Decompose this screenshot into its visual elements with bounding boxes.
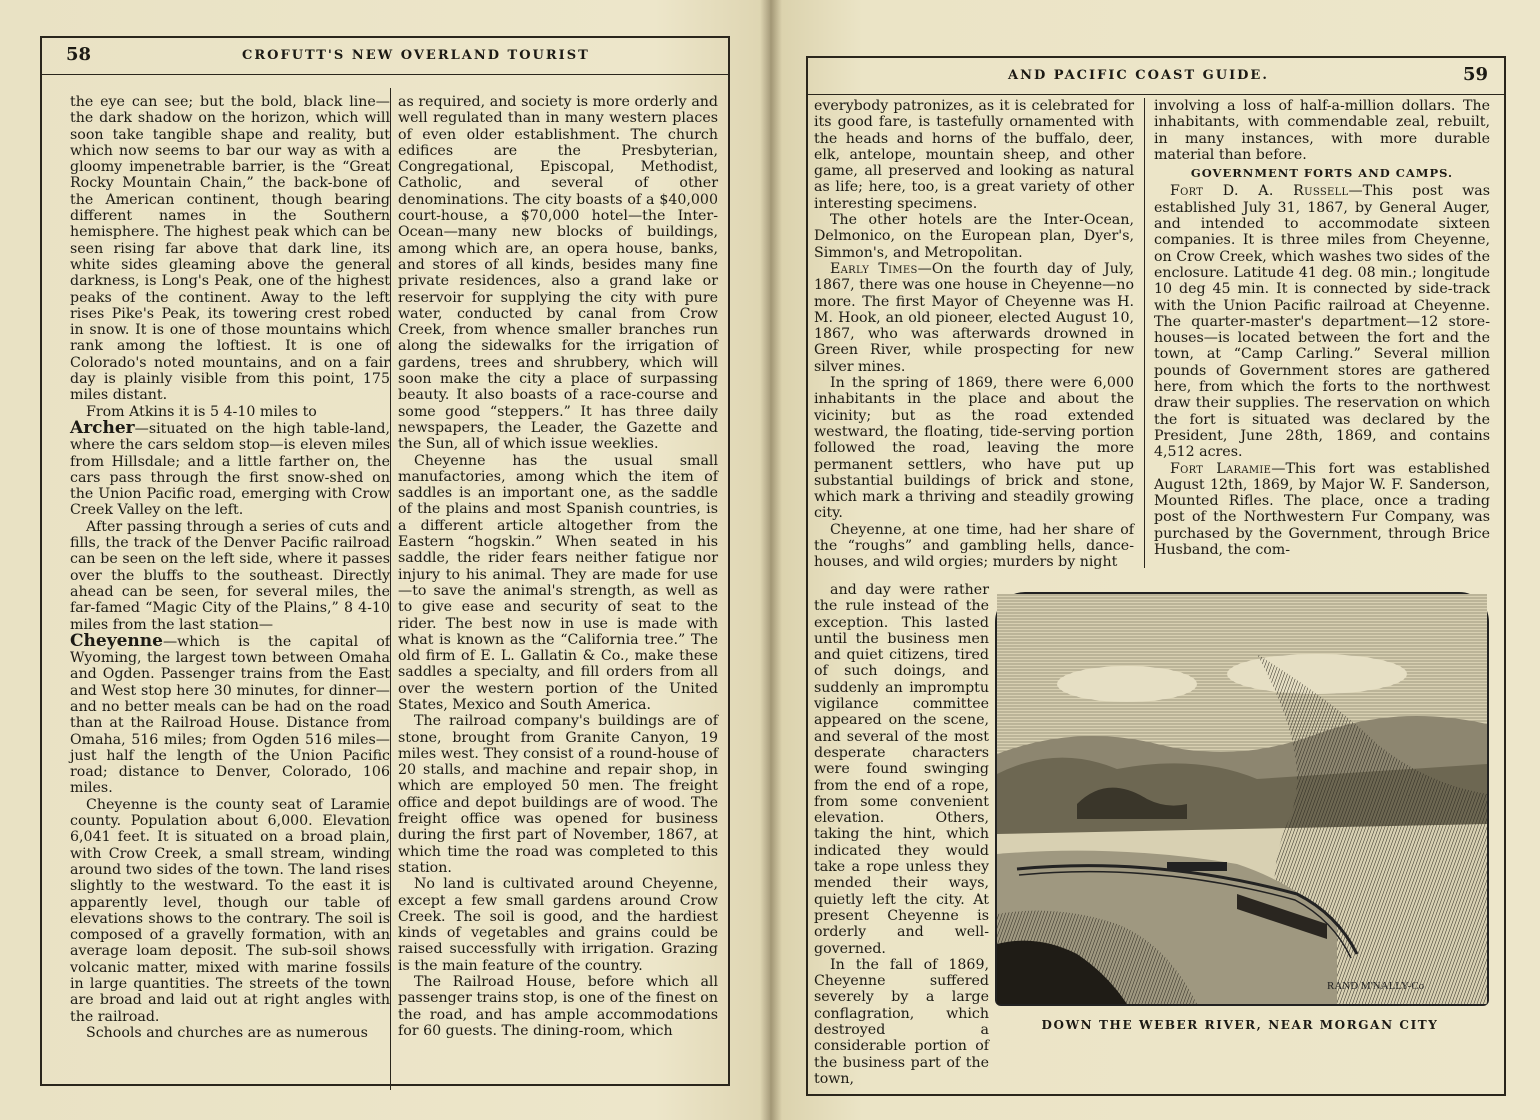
paragraph [398, 876, 718, 974]
left-column-1 [70, 94, 390, 1094]
section-heading: GOVERNMENT FORTS AND CAMPS. [1190, 166, 1454, 181]
station-name: Cheyenne [70, 630, 163, 651]
paragraph-text: —This fort was established August 12th, 1869, by Major W. F. Sanderson, Mounted Rifles. The place, once a trading post of the Northwestern Fur Company, was purchased by the Government, through Brice Husband, the com- [1154, 460, 1490, 559]
paragraph-text: involving a loss of half-a-million dollars. The inhabitants, with commendable zeal, rebuilt, in many instances, with more durable material than before. [1154, 98, 1490, 163]
engraving-weber-river [995, 592, 1489, 1006]
paragraph-text: In the spring of 1869, there were 6,000 inhabitants in the place and about the vicinity; but as the road extended westward, the floating, tide-serving portion followed the road, leaving the more permanent settlers, who have put up substantial buildings of brick and stone, which mark a thriving and steadily growing city. [814, 375, 1134, 522]
left-page-frame [40, 36, 730, 1086]
paragraph [70, 630, 390, 797]
paragraph-text: as required, and society is more orderly and well regulated than in many western places of even older establishment. The church edifices are the Presbyterian, Congregational, Episcopal, Methodist, Catholic, and several of other denominations. The city boasts of a $40,000 court-house, a $70,000 hotel—the Inter-Ocean—many new blocks of buildings, among which are, an opera house, banks, and stores of all kinds, besides many fine private residences, also a grand lake or reservoir for supplying the city with pure water, conducted by canal from Crow Creek, from whence smaller branches run along the sidewalks for the irrigation of gardens, trees and shrubbery, which will soon make the city a place of surpassing beauty. It also boasts of a race-course and some good “steppers.” It has three daily newspapers, the Leader, the Gazette and the Sun, all of which issue weeklies. [398, 94, 718, 453]
engraving-illustration [997, 594, 1487, 1004]
paragraph [1154, 98, 1490, 163]
paragraph [814, 957, 989, 1087]
paragraph [814, 261, 1134, 375]
right-page [770, 0, 1540, 1120]
paragraph [398, 94, 718, 453]
paragraph [814, 375, 1134, 522]
column-rule-right [1144, 98, 1145, 568]
running-head-right: AND PACIFIC COAST GUIDE. [1008, 68, 1269, 83]
paragraph [814, 212, 1134, 261]
paragraph [70, 519, 390, 633]
right-page-header [808, 58, 1504, 95]
paragraph-text: From Atkins it is 5 4-10 miles to [86, 403, 317, 420]
illustration-caption: DOWN THE WEBER RIVER, NEAR MORGAN CITY [1041, 1018, 1439, 1032]
paragraph [814, 522, 1134, 571]
paragraph [814, 582, 989, 957]
paragraph-text: —On the fourth day of July, 1867, there was one house in Cheyenne—no more. The first Mayor of Cheyenne was H. M. Hook, an old pioneer, elected August 10, 1867, who was afterwards drowned in Green River, while prospecting for new silver mines. [814, 260, 1135, 375]
paragraph-text: The other hotels are the Inter-Ocean, Delmonico, on the European plan, Dyer's, Simmon's, and Metropolitan. [814, 212, 1134, 261]
book-gutter [760, 0, 782, 1120]
paragraph-text: Cheyenne is the county seat of Laramie county. Population about 6,000. Elevation 6,041 feet. It is situated on a broad plain, with Crow Creek, a small stream, winding around two sides of the town. The land rises slightly to the westward. To the east it is apparently level, though our table of elevations shows to the contrary. The soil is composed of a gravelly formation, with an average loam deposit. The sub-soil shows volcanic matter, mixed with marine fossils in large quantities. The streets of the town are broad and laid out at right angles with the railroad. [70, 796, 390, 1025]
engraver-signature: RAND M'NALLY-Co [1327, 980, 1425, 992]
paragraph-text: Schools and churches are as numerous [86, 1024, 368, 1041]
paragraph [70, 797, 390, 1025]
paragraph-text: everybody patronizes, as it is celebrated for its good fare, is tastefully ornamented with the heads and horns of the buffalo, deer, elk, antelope, mountain sheep, and other game, all preserved and looking as natural as life; here, too, is a great variety of other interesting specimens. [814, 98, 1134, 212]
paragraph [70, 417, 390, 519]
paragraph [398, 453, 718, 714]
paragraph-text: —situated on the high table-land, where the cars seldom stop—is eleven miles from Hillsdale; and a little farther on, the cars pass through the first snow-shed on the Union Pacific road, emerging with Crow Creek Valley on the left. [70, 420, 390, 519]
running-head-left: CROFUTT'S NEW OVERLAND TOURIST [242, 48, 590, 63]
paragraph-text: —which is the capital of Wyoming, the largest town between Omaha and Ogden. Passenger trains from the East and West stop here 30 minutes, for dinner—and no better meals can be had on the road than at the Railroad House. Distance from Omaha, 516 miles; from Ogden 516 miles—just half the length of the Union Pacific road; distance to Denver, Colorado, 106 miles. [70, 633, 390, 797]
right-column-2 [1154, 98, 1490, 582]
page-number-left: 58 [66, 44, 92, 65]
left-page-header [42, 38, 728, 75]
left-column-2 [398, 94, 718, 1094]
paragraph-text: the eye can see; but the bold, black line—the dark shadow on the horizon, which will soon take tangible shape and reality, but which now seems to bar our way as with a gloomy impenetrable barrier, is the “Great Rocky Mountain Chain,” the back-bone of the American continent, though bearing different names in the Southern hemisphere. The highest peak which can be seen rising far above that dark line, its white sides gleaming above the general darkness, is Long's Peak, one of the highest peaks of the continent. Away to the left rises Pike's Peak, its towering crest robed in snow. It is one of those mountains which rank among the loftiest. It is one of Colorado's noted mountains, and on a fair day is plainly visible from this point, 175 miles distant. [70, 94, 390, 404]
paragraph [814, 98, 1134, 212]
paragraph [1154, 183, 1490, 460]
text-wrap-column [814, 582, 989, 1087]
paragraph [1154, 461, 1490, 559]
paragraph [70, 1025, 390, 1041]
paragraph-text: Cheyenne has the usual small manufactories, among which the item of saddles is an important one, as the saddle of the plains and most Spanish countries, is a different article altogether from the Eastern “hogskin.” When seated in his saddle, the rider fears neither fatigue nor injury to his animal. They are made for use—to save the animal's strength, as well as to give ease and security of seat to the rider. The best now in use is made with what is known as the “California tree.” The old firm of E. L. Gallatin & Co., make these saddles a specialty, and fill orders from all over the western portion of the United States, Mexico and South America. [398, 452, 718, 713]
station-name: Archer [70, 417, 135, 438]
paragraph-text: No land is cultivated around Cheyenne, except a few small gardens around Crow Creek. The soil is good, and the hardiest kinds of vegetables and grains could be raised successfully with irrigation. Grazing is the main feature of the country. [398, 876, 718, 974]
paragraph-text: After passing through a series of cuts and fills, the track of the Denver Pacific railroad can be seen on the left side, where it passes over the bluffs to the southeast. Directly ahead can be seen, for several miles, the far-famed “Magic City of the Plains,” 8 4-10 miles from the last station— [70, 518, 390, 633]
right-column-1 [814, 98, 1134, 582]
paragraph-text: and day were rather the rule instead of the exception. This lasted until the business men and quiet citizens, tired of such doings, and suddenly an impromptu vigilance committee appeared on the scene, and several of the most desperate characters were found swinging from the end of a rope, from some convenient elevation. Others, taking the hint, which indicated they would take a rope unless they mended their ways, quietly left the city. At present Cheyenne is orderly and well-governed. [814, 582, 989, 957]
paragraph-text: In the fall of 1869, Cheyenne suffered severely by a large conflagration, which destroyed a considerable portion of the business part of the town, [814, 956, 989, 1087]
right-page-frame [806, 56, 1506, 1096]
paragraph-text: Cheyenne, at one time, had her share of the “roughs” and gambling hells, dance-houses, and wild orgies; murders by night [814, 521, 1134, 571]
paragraph [70, 94, 390, 404]
paragraph [398, 713, 718, 876]
paragraph-text: —This post was established July 31, 1867, by General Auger, and intended to accommodate sixteen companies. It is three miles from Cheyenne, on Crow Creek, which washes two sides of the enclosure. Latitude 41 deg. 08 min.; longitude 10 deg 45 min. It is connected by side-track with the Union Pacific railroad at Cheyenne. The quarter-master's department—12 store-houses—is located between the fort and the town, at “Camp Carling.” Several million pounds of Government stores are gathered here, from which the forts to the northwest draw their supplies. The reservation on which the fort is situated was declared by the President, June 28th, 1869, and contains 4,512 acres. [1154, 183, 1490, 461]
run-in-heading: Fort Laramie [1170, 460, 1272, 477]
paragraph-text: The railroad company's buildings are of stone, brought from Granite Canyon, 19 miles west. They consist of a round-house of 20 stalls, and machine and repair shop, in which are employed 50 men. The freight office and depot buildings are of wood. The freight office was opened for business during the first part of November, 1867, at which time the road was completed to this station. [398, 713, 718, 876]
paragraph [398, 974, 718, 1039]
run-in-heading: Early Times [830, 260, 918, 277]
paragraph-text: The Railroad House, before which all passenger trains stop, is one of the finest on the road, and has ample accommodations for 60 guests. The dining-room, which [398, 974, 718, 1039]
column-rule-left [390, 88, 391, 1090]
run-in-heading: Fort D. A. Russell [1170, 183, 1349, 200]
page-number-right: 59 [1462, 64, 1488, 85]
